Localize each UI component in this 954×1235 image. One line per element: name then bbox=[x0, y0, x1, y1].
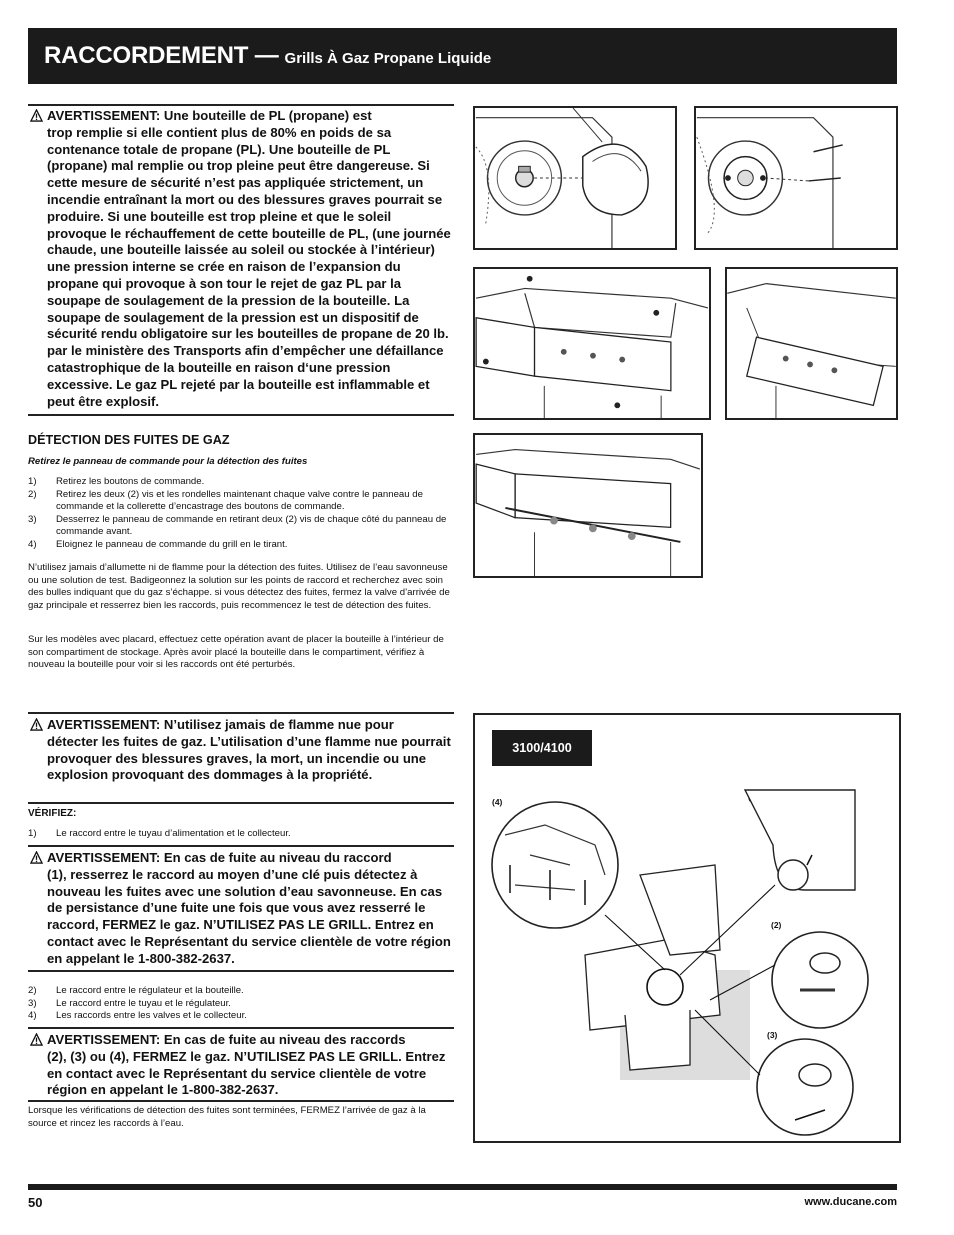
warning-triangle-icon bbox=[30, 109, 43, 122]
page-subtitle: Grills À Gaz Propane Liquide bbox=[284, 49, 492, 67]
warning1-top-rule bbox=[28, 104, 454, 106]
warning4-bottom-rule bbox=[28, 1100, 454, 1102]
leak-subheading: Retirez le panneau de commande pour la détection des fuites bbox=[28, 456, 308, 467]
verify-heading: VÉRIFIEZ: bbox=[28, 808, 77, 819]
warning-triangle-icon bbox=[30, 1033, 43, 1046]
warning3-top-rule bbox=[28, 845, 454, 847]
warning1-body: trop remplie si elle contient plus de 80% en poids de sa contenance totale de propane (PL). Une bouteille de PL (propane) mal remplie ou trop pleine peut être dangereuse. Si cette mesure de sécurité n’est pas appliquée strictement, un incendie entraînant la mort ou des blessures graves pourrait se produire. Si une bouteille est trop pleine et que le soleil provoque le réchauffement de cette bouteille de PL, (une journée chaude, une bouteille laissée au soleil ou stockée à l’intérieur) une pression interne se crée en raison de l’expansion du propane qui provoque à son tour le rejet de gaz PL par la soupape de soulagement de la pression de la bouteille. La soupape de soulagement de la pression est un dispositif de sécurité rendu obligatoire sur les bouteilles de propane de 20 lb. par le ministère des Transports afin d’empêcher une défaillance catastrophique de la bouteille en raison d‘une pression excessive. Le gaz PL rejeté par la bouteille est inflammable et peut être explosif. bbox=[47, 124, 451, 409]
warning1-bottom-rule bbox=[28, 414, 454, 416]
panel-removed-illustration bbox=[475, 435, 701, 576]
list-item: 3) Desserrez le panneau de commande en retirant deux (2) vis de chaque côté du panneau de commande avant. bbox=[28, 513, 447, 538]
figure-panel-removed bbox=[473, 433, 703, 578]
warning4-top-rule bbox=[28, 1027, 454, 1029]
list-item: 2) Retirez les deux (2) vis et les rondelles maintenant chaque valve contre le panneau de commande et la collerette d’encastrage des boutons de commande. bbox=[28, 488, 423, 513]
figure-control-panel-loosen bbox=[725, 267, 898, 420]
figure-leak-points bbox=[473, 713, 901, 1143]
figure-control-panel-screws bbox=[473, 267, 711, 420]
list-item: 4) Eloignez le panneau de commande du grill en le tirant. bbox=[28, 538, 288, 550]
verify-list-2 bbox=[28, 985, 454, 1023]
warning-triangle-icon bbox=[30, 851, 43, 864]
warning2-bottom-rule bbox=[28, 802, 454, 804]
knob-illustration bbox=[475, 108, 675, 248]
figure-knob-removal bbox=[473, 106, 677, 250]
warning2-block bbox=[28, 717, 454, 784]
website-url: www.ducane.com bbox=[804, 1196, 897, 1208]
list-item: 1) Retirez les boutons de commande. bbox=[28, 476, 205, 487]
grill-leak-illustration bbox=[475, 715, 903, 1145]
figure-valve-screws bbox=[694, 106, 898, 250]
closing-paragraph: Lorsque les vérifications de détection des fuites sont terminées, FERMEZ l’arrivée de gaz à la source et rincez les raccords à l’eau. bbox=[28, 1105, 426, 1129]
list-item: 2) Le raccord entre le régulateur et la bouteille. bbox=[28, 985, 244, 996]
callout-3: (3) bbox=[767, 1030, 778, 1040]
warning-triangle-icon bbox=[30, 718, 43, 731]
leak-paragraph-2: Sur les modèles avec placard, effectuez cette opération avant de placer la bouteille à l’intérieur de son compartiment de stockage. Après avoir placé la bouteille dans le compartiment, vérifiez à nouveau la bouteille pour voir si les raccords ont été perturbés. bbox=[28, 634, 444, 671]
callout-4: (4) bbox=[492, 797, 503, 807]
list-item: 1) Le raccord entre le tuyau d’alimentation et le collecteur. bbox=[28, 828, 291, 839]
page-header bbox=[28, 28, 897, 84]
model-badge: 3100/4100 bbox=[492, 730, 592, 766]
valve-illustration bbox=[696, 108, 896, 248]
warning3-body: (1), resserrez le raccord au moyen d’une clé puis détectez à nouveau les fuites avec une solution d’eau savonneuse. En cas de persistance d’une fuite une fois que vous avez resserré le raccord, FERMEZ le gaz. N’UTILISEZ PAS LE GRILL. Entrez en contact avec le Représentant du service clientèle de votre région en appelant le 1-800-382-2637. bbox=[47, 866, 451, 966]
warning3-lead: AVERTISSEMENT: En cas de fuite au niveau du raccord bbox=[47, 850, 392, 865]
page-number: 50 bbox=[28, 1195, 43, 1210]
warning1-lead: AVERTISSEMENT: Une bouteille de PL (propane) est bbox=[47, 108, 372, 123]
verify-list-1 bbox=[28, 828, 454, 841]
list-item: 4) Les raccords entre les valves et le collecteur. bbox=[28, 1010, 247, 1022]
warning3-block bbox=[28, 850, 454, 968]
warning1-block bbox=[28, 108, 454, 410]
footer-rule bbox=[28, 1184, 897, 1190]
warning3-bottom-rule bbox=[28, 970, 454, 972]
list-item: 3) Le raccord entre le tuyau et le régulateur. bbox=[28, 997, 231, 1009]
warning4-block bbox=[28, 1032, 454, 1099]
page-title: RACCORDEMENT — bbox=[44, 42, 279, 69]
control-panel-illustration bbox=[475, 269, 709, 418]
leak-heading: DÉTECTION DES FUITES DE GAZ bbox=[28, 433, 230, 447]
control-panel-loosen-illustration bbox=[727, 269, 896, 418]
callout-2: (2) bbox=[771, 920, 782, 930]
leak-paragraph-1: N’utilisez jamais d’allumette ni de flamme pour la détection des fuites. Utilisez de l’eau savonneuse ou une solution de test. Badigeonnez la solution sur les points de raccord et recherchez avec soin des bulles indiquant que du gaz s’échappe. si vous détectez des fuites, fermez la valve d’arrivée de gaz principale et resserrez bien les raccords, puis recommencez le test de détection des fuites. bbox=[28, 562, 450, 611]
warning4-body: (2), (3) ou (4), FERMEZ le gaz. N’UTILISEZ PAS LE GRILL. Entrez en contact avec le Représentant du service clientèle de votre région en appelant le 1-800-382-2637. bbox=[47, 1048, 446, 1098]
warning2-top-rule bbox=[28, 712, 454, 714]
warning2-body: détecter les fuites de gaz. L’utilisation d’une flamme nue pourrait provoquer des blessures graves, la mort, un incendie ou une explosion provoquant des dommages à la propriété. bbox=[47, 733, 451, 783]
warning4-lead: AVERTISSEMENT: En cas de fuite au niveau des raccords bbox=[47, 1032, 406, 1047]
leak-steps-list bbox=[28, 476, 454, 552]
warning2-lead: AVERTISSEMENT: N’utilisez jamais de flamme nue pour bbox=[47, 717, 394, 732]
